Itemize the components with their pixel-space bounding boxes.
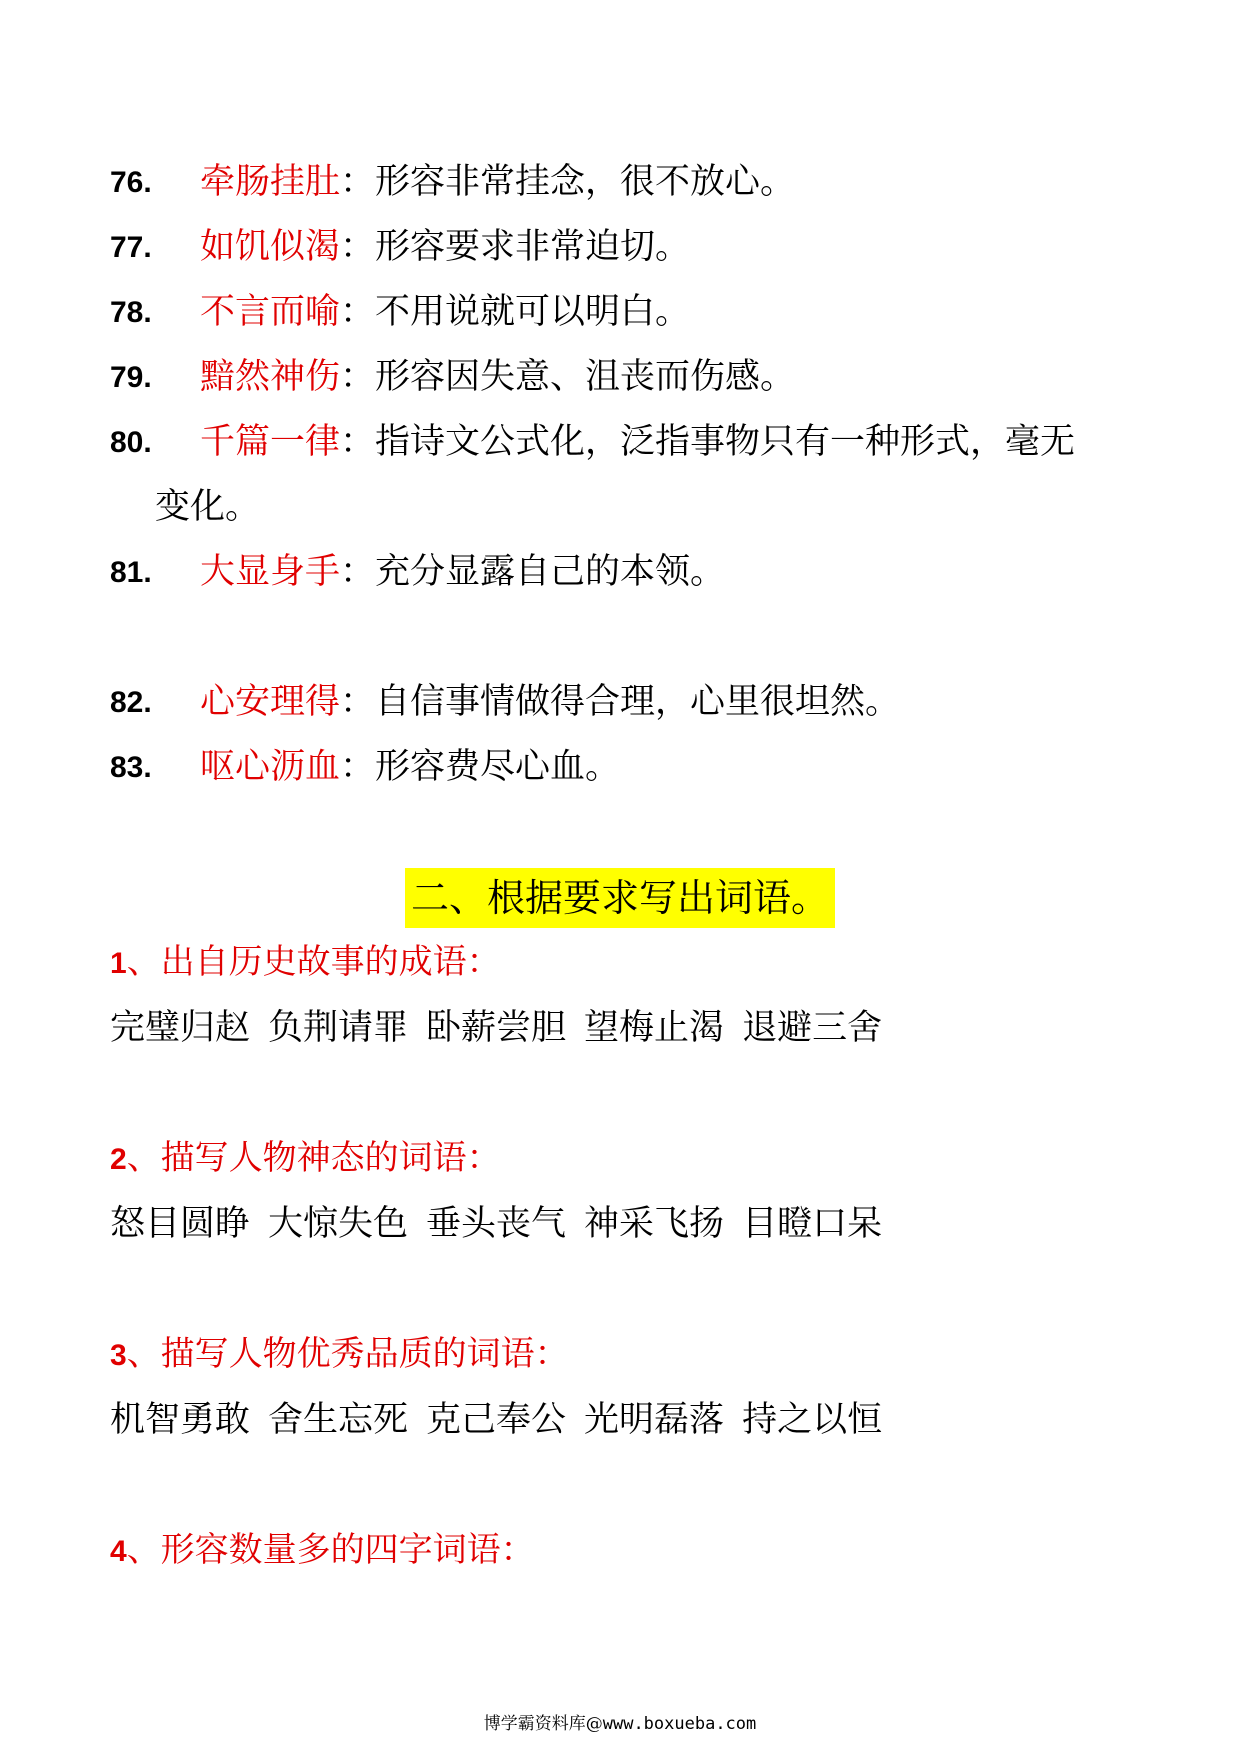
word: 克己奉公 (426, 1400, 567, 1440)
idiom-definition: ：指诗文公式化，泛指事物只有一种形式，毫无 (340, 422, 1076, 462)
idiom-number: 76. (110, 166, 152, 199)
idiom-number: 79. (110, 361, 152, 394)
group-words (110, 996, 1140, 1061)
group-number: 1 (110, 947, 127, 980)
idiom-item (110, 150, 1140, 215)
idiom-definition-continuation: 变化。 (155, 487, 261, 527)
word-groups (110, 930, 1140, 1649)
idiom-word: 黯然神伤 (200, 357, 341, 397)
word-group (110, 1126, 1140, 1257)
idiom-number: 82. (110, 686, 152, 719)
idiom-item (110, 345, 1140, 410)
group-words (110, 1192, 1140, 1257)
group-title-text: 、描写人物优秀品质的词语： (126, 1334, 569, 1374)
word: 舍生忘死 (268, 1400, 409, 1440)
section-heading-container (0, 868, 1240, 928)
footer-url: www.boxueba.com (602, 1714, 757, 1734)
word: 神采飞扬 (584, 1204, 725, 1244)
idiom-number: 83. (110, 751, 152, 784)
idiom-number: 80. (110, 426, 152, 459)
word: 机智勇敢 (110, 1400, 251, 1440)
word: 怒目圆睁 (110, 1204, 251, 1244)
idiom-definition: ：形容要求非常迫切。 (340, 227, 691, 267)
footer-watermark (0, 1712, 1240, 1736)
idiom-word: 呕心沥血 (200, 747, 341, 787)
word-group (110, 1322, 1140, 1453)
idiom-word: 牵肠挂肚 (200, 162, 341, 202)
word: 卧薪尝胆 (426, 1008, 567, 1048)
idiom-word: 如饥似渴 (200, 227, 341, 267)
footer-site-name: 博学霸资料库@ (483, 1714, 603, 1734)
idiom-item (110, 215, 1140, 280)
group-title-text: 、描写人物神态的词语： (126, 1138, 501, 1178)
word: 大惊失色 (268, 1204, 409, 1244)
idiom-word: 心安理得 (200, 682, 341, 722)
idiom-item (110, 540, 1140, 605)
word-group (110, 930, 1140, 1061)
group-number: 2 (110, 1143, 127, 1176)
idiom-item (110, 670, 1140, 735)
idiom-definition: ：自信事情做得合理，心里很坦然。 (340, 682, 901, 722)
word: 持之以恒 (742, 1400, 883, 1440)
idiom-word: 不言而喻 (200, 292, 341, 332)
word: 望梅止渴 (584, 1008, 725, 1048)
idiom-word: 千篇一律 (200, 422, 341, 462)
idiom-definition: ：形容费尽心血。 (340, 747, 621, 787)
idiom-definition: ：充分显露自己的本领。 (340, 552, 726, 592)
idiom-number: 77. (110, 231, 152, 264)
idiom-definition: ：形容非常挂念，很不放心。 (340, 162, 796, 202)
group-number: 3 (110, 1339, 127, 1372)
section-heading: 二、根据要求写出词语。 (405, 868, 835, 928)
group-title (110, 1322, 1140, 1388)
idiom-item (110, 735, 1140, 800)
word-group (110, 1518, 1140, 1584)
word: 垂头丧气 (426, 1204, 567, 1244)
idiom-number: 81. (110, 556, 152, 589)
word: 退避三舍 (742, 1008, 883, 1048)
group-number: 4 (110, 1535, 127, 1568)
group-title (110, 1126, 1140, 1192)
idiom-word: 大显身手 (200, 552, 341, 592)
word: 完璧归赵 (110, 1008, 251, 1048)
group-words (110, 1388, 1140, 1453)
word: 负荆请罪 (268, 1008, 409, 1048)
idiom-definition: ：不用说就可以明白。 (340, 292, 691, 332)
word: 光明磊落 (584, 1400, 725, 1440)
idiom-item (110, 280, 1140, 345)
group-title-text: 、出自历史故事的成语： (126, 942, 501, 982)
idiom-number: 78. (110, 296, 152, 329)
idiom-definition: ：形容因失意、沮丧而伤感。 (340, 357, 796, 397)
idiom-item (110, 410, 1140, 540)
group-title (110, 1518, 1140, 1584)
group-title-text: 、形容数量多的四字词语： (126, 1530, 535, 1570)
idiom-list (110, 150, 1140, 800)
word: 目瞪口呆 (742, 1204, 883, 1244)
group-title (110, 930, 1140, 996)
